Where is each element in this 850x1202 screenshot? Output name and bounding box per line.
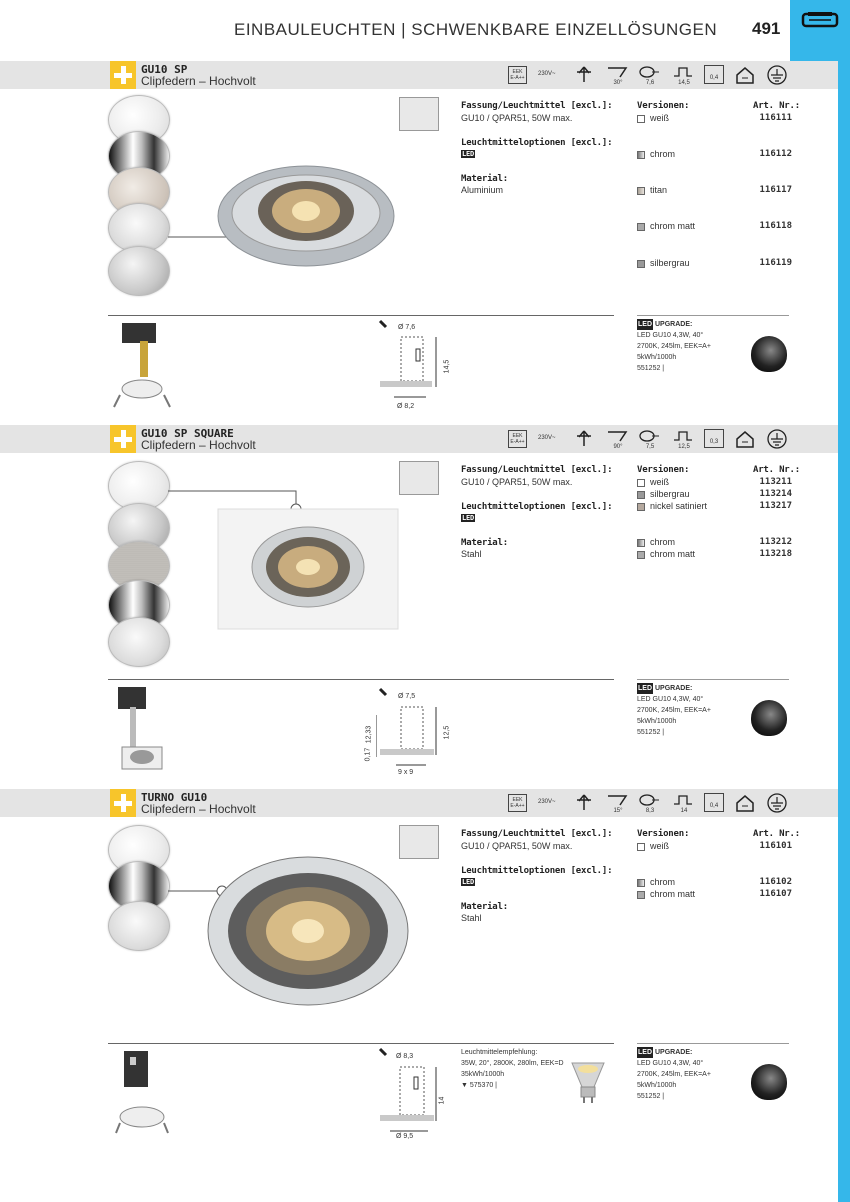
versionen-label: Versionen:: [637, 465, 690, 475]
fassung-value: GU10 / QPAR51, 50W max.: [461, 841, 573, 851]
indoor-icon: [734, 793, 756, 813]
upgrade-line3: 5kWh/1000h: [637, 1082, 677, 1089]
plus-icon: [110, 61, 136, 89]
dim-left-1: 12,33: [365, 725, 373, 744]
upgrade-block: [637, 319, 747, 374]
dim-bottom: 9 x 9: [398, 769, 414, 776]
version-row: [637, 537, 792, 549]
halogen-lamp-image: [568, 1061, 608, 1105]
cutout-diameter-value: 7,6: [645, 80, 655, 86]
eek-label-icon: EEK E-A++: [508, 794, 527, 812]
color-checkbox: [637, 503, 645, 511]
version-name: chrom matt: [650, 889, 696, 899]
weight-icon: 0,4: [704, 65, 724, 84]
category-badge: [790, 0, 850, 62]
mounting-photo: [112, 323, 172, 413]
indoor-icon: [734, 65, 756, 85]
empfehlung-line1: 35W, 20°, 2800K, 280lm, EEK=D: [461, 1060, 564, 1067]
upgrade-line1: LED GU10 4,3W, 40°: [637, 696, 704, 703]
led-badge: LED: [638, 321, 652, 328]
product-subtitle: Clipfedern – Hochvolt: [141, 802, 256, 816]
page-header: [0, 0, 850, 60]
dimension-drawing: [376, 1047, 446, 1137]
color-checkbox: [637, 551, 645, 559]
version-row: [637, 113, 792, 125]
tilt-angle-value: 15°: [613, 808, 623, 814]
spec-icons: [508, 63, 798, 89]
fassung-label: Fassung/Leuchtmittel [excl.]:: [461, 101, 613, 111]
tilt-angle-icon: [606, 793, 628, 807]
dim-left-2: 0,17: [364, 747, 372, 762]
product-image: [168, 483, 408, 633]
material-value: Stahl: [461, 549, 482, 559]
upgrade-block: [637, 683, 747, 738]
tilt-angle-value: 90°: [613, 444, 623, 450]
fassung-label: Fassung/Leuchtmittel [excl.]:: [461, 829, 613, 839]
ground-icon: [766, 793, 788, 813]
mounting-photo: [112, 687, 172, 777]
upgrade-line1: LED GU10 4,3W, 40°: [637, 332, 704, 339]
finish-swatch-chrome-matt: [108, 901, 170, 951]
upgrade-block: [637, 1047, 747, 1102]
versionen-label: Versionen:: [637, 101, 690, 111]
article-number: 116119: [759, 258, 792, 268]
led-option-badge: LED: [462, 878, 475, 886]
upgrade-line1: LED GU10 4,3W, 40°: [637, 1060, 704, 1067]
version-row: [637, 889, 792, 901]
version-name: titan: [650, 185, 668, 195]
version-name: silbergrau: [650, 258, 690, 268]
divider: [108, 679, 614, 680]
color-checkbox: [637, 187, 645, 195]
article-number: 116102: [759, 877, 792, 887]
dim-top: Ø 7,5: [398, 693, 416, 700]
product-subtitle: Clipfedern – Hochvolt: [141, 438, 256, 452]
empfehlung-title: Leuchtmittelempfehlung:: [461, 1049, 538, 1056]
color-checkbox: [637, 115, 645, 123]
dim-bottom: Ø 9,5: [396, 1133, 414, 1140]
product-section-gu10-sp: [0, 61, 838, 426]
version-name: silbergrau: [650, 489, 690, 499]
mounting-depth-value: 14: [680, 808, 688, 814]
product-name: GU10 SP SQUARE: [141, 427, 234, 440]
article-number: 113217: [759, 501, 792, 511]
version-name: weiß: [650, 841, 670, 851]
product-section-turno-gu10: [0, 789, 838, 1149]
color-checkbox: [637, 151, 645, 159]
fassung-value: GU10 / QPAR51, 50W max.: [461, 477, 573, 487]
article-number: 116101: [759, 841, 792, 851]
dim-top: Ø 8,3: [396, 1053, 414, 1060]
downlight-category-icon: [801, 10, 839, 32]
version-name: weiß: [650, 113, 670, 123]
dim-side: 14: [438, 1096, 446, 1105]
voltage-label: 230V~: [538, 435, 556, 441]
page-title: EINBAULEUCHTEN | SCHWENKBARE EINZELLÖSUNGEN: [234, 20, 718, 39]
color-checkbox: [637, 879, 645, 887]
upgrade-line2: 2700K, 245lm, EEK=A+: [637, 1071, 711, 1078]
plus-icon: [110, 425, 136, 453]
optionen-label: Leuchtmitteloptionen [excl.]:: [461, 502, 613, 512]
optionen-label: Leuchtmitteloptionen [excl.]:: [461, 138, 613, 148]
upgrade-title: UPGRADE:: [655, 685, 693, 692]
mounting-depth-value: 14,5: [678, 80, 690, 86]
product-image: [168, 849, 418, 1019]
version-name: chrom matt: [650, 549, 696, 559]
ground-icon: [766, 65, 788, 85]
beam-angle-icon: [574, 65, 594, 83]
version-row: [637, 501, 792, 513]
lamp-type-tag: [399, 461, 439, 495]
finish-swatch-chrome-matt: [108, 617, 170, 667]
dim-side: 14,5: [443, 359, 451, 374]
color-checkbox: [637, 260, 645, 268]
page-number: 491: [752, 19, 781, 38]
eek-label-icon: EEK E-A++: [508, 430, 527, 448]
voltage-label: 230V~: [538, 71, 556, 77]
led-bulb-image: [751, 336, 787, 372]
upgrade-line4: 551252 |: [637, 729, 665, 736]
article-number: 113211: [759, 477, 792, 487]
version-name: chrom: [650, 537, 676, 547]
mounting-depth-icon: [672, 65, 694, 79]
color-checkbox: [637, 491, 645, 499]
mounting-depth-value: 12,5: [678, 444, 690, 450]
upgrade-title: UPGRADE:: [655, 1049, 693, 1056]
dimension-drawing: [376, 687, 446, 769]
tilt-angle-value: 30°: [613, 80, 623, 86]
version-row: [637, 477, 792, 489]
dim-bottom: Ø 8,2: [397, 403, 415, 410]
material-label: Material:: [461, 174, 508, 184]
material-label: Material:: [461, 902, 508, 912]
product-image: [168, 151, 398, 271]
cutout-diameter-icon: [638, 793, 660, 807]
optionen-label: Leuchtmitteloptionen [excl.]:: [461, 866, 613, 876]
color-checkbox: [637, 891, 645, 899]
art-nr-label: Art. Nr.:: [753, 829, 800, 839]
article-number: 113218: [759, 549, 792, 559]
art-nr-label: Art. Nr.:: [753, 101, 800, 111]
version-name: nickel satiniert: [650, 501, 708, 511]
eek-label-icon: EEK E-A++: [508, 66, 527, 84]
divider: [637, 315, 789, 316]
divider: [637, 679, 789, 680]
article-number: 116107: [759, 889, 792, 899]
version-row: [637, 258, 792, 270]
spec-icons: [508, 427, 798, 453]
upgrade-line4: 551252 |: [637, 1093, 665, 1100]
version-name: chrom: [650, 877, 676, 887]
dim-top: Ø 7,6: [398, 324, 416, 331]
version-name: chrom matt: [650, 221, 696, 231]
article-number: 116117: [759, 185, 792, 195]
led-option-badge: LED: [462, 514, 475, 522]
mounting-depth-icon: [672, 793, 694, 807]
upgrade-line3: 5kWh/1000h: [637, 718, 677, 725]
color-checkbox: [637, 843, 645, 851]
beam-angle-icon: [574, 429, 594, 447]
version-row: [637, 549, 792, 561]
version-name: chrom: [650, 149, 676, 159]
empfehlung-line3: ▼ 575370 |: [461, 1082, 497, 1089]
voltage-label: 230V~: [538, 799, 556, 805]
material-value: Stahl: [461, 913, 482, 923]
led-option-badge: LED: [462, 150, 475, 158]
color-checkbox: [637, 539, 645, 547]
beam-angle-icon: [574, 793, 594, 811]
fassung-value: GU10 / QPAR51, 50W max.: [461, 113, 573, 123]
versionen-label: Versionen:: [637, 829, 690, 839]
led-bulb-image: [751, 1064, 787, 1100]
art-nr-label: Art. Nr.:: [753, 465, 800, 475]
article-number: 113214: [759, 489, 792, 499]
dimension-drawing: [376, 319, 446, 409]
article-number: 116112: [759, 149, 792, 159]
cutout-diameter-icon: [638, 429, 660, 443]
version-row: [637, 841, 792, 853]
lamp-type-tag: [399, 825, 439, 859]
color-checkbox: [637, 479, 645, 487]
article-number: 116111: [759, 113, 792, 123]
cutout-diameter-icon: [638, 65, 660, 79]
fassung-label: Fassung/Leuchtmittel [excl.]:: [461, 465, 613, 475]
product-section-gu10-sp-square: [0, 425, 838, 787]
led-badge: LED: [638, 685, 652, 692]
indoor-icon: [734, 429, 756, 449]
mounting-depth-icon: [672, 429, 694, 443]
material-label: Material:: [461, 538, 508, 548]
color-checkbox: [637, 223, 645, 231]
ground-icon: [766, 429, 788, 449]
divider: [108, 1043, 614, 1044]
version-row: [637, 221, 792, 233]
finish-swatch-silbergrau: [108, 246, 170, 296]
version-name: weiß: [650, 477, 670, 487]
lamp-type-tag: [399, 97, 439, 131]
tilt-angle-icon: [606, 65, 628, 79]
material-value: Aluminium: [461, 185, 504, 195]
cutout-diameter-value: 7,5: [645, 444, 655, 450]
product-subtitle: Clipfedern – Hochvolt: [141, 74, 256, 88]
weight-icon: 0,4: [704, 793, 724, 812]
spec-icons: [508, 791, 798, 817]
version-row: [637, 489, 792, 501]
upgrade-title: UPGRADE:: [655, 321, 693, 328]
side-color-bar: [838, 0, 850, 1202]
dim-side: 12,5: [443, 725, 451, 740]
mounting-photo: [112, 1051, 172, 1141]
divider: [108, 315, 614, 316]
empfehlung-line2: 35kWh/1000h: [461, 1071, 505, 1078]
plus-icon: [110, 789, 136, 817]
version-row: [637, 877, 792, 889]
tilt-angle-icon: [606, 429, 628, 443]
version-row: [637, 185, 792, 197]
article-number: 116118: [759, 221, 792, 231]
product-name: TURNO GU10: [141, 791, 208, 804]
divider: [637, 1043, 789, 1044]
upgrade-line2: 2700K, 245lm, EEK=A+: [637, 343, 711, 350]
upgrade-line2: 2700K, 245lm, EEK=A+: [637, 707, 711, 714]
version-row: [637, 149, 792, 161]
cutout-diameter-value: 8,3: [645, 808, 655, 814]
product-name: GU10 SP: [141, 63, 188, 76]
upgrade-line4: 551252 |: [637, 365, 665, 372]
led-bulb-image: [751, 700, 787, 736]
upgrade-line3: 5kWh/1000h: [637, 354, 677, 361]
article-number: 113212: [759, 537, 792, 547]
led-badge: LED: [638, 1049, 652, 1056]
weight-icon: 0,3: [704, 429, 724, 448]
